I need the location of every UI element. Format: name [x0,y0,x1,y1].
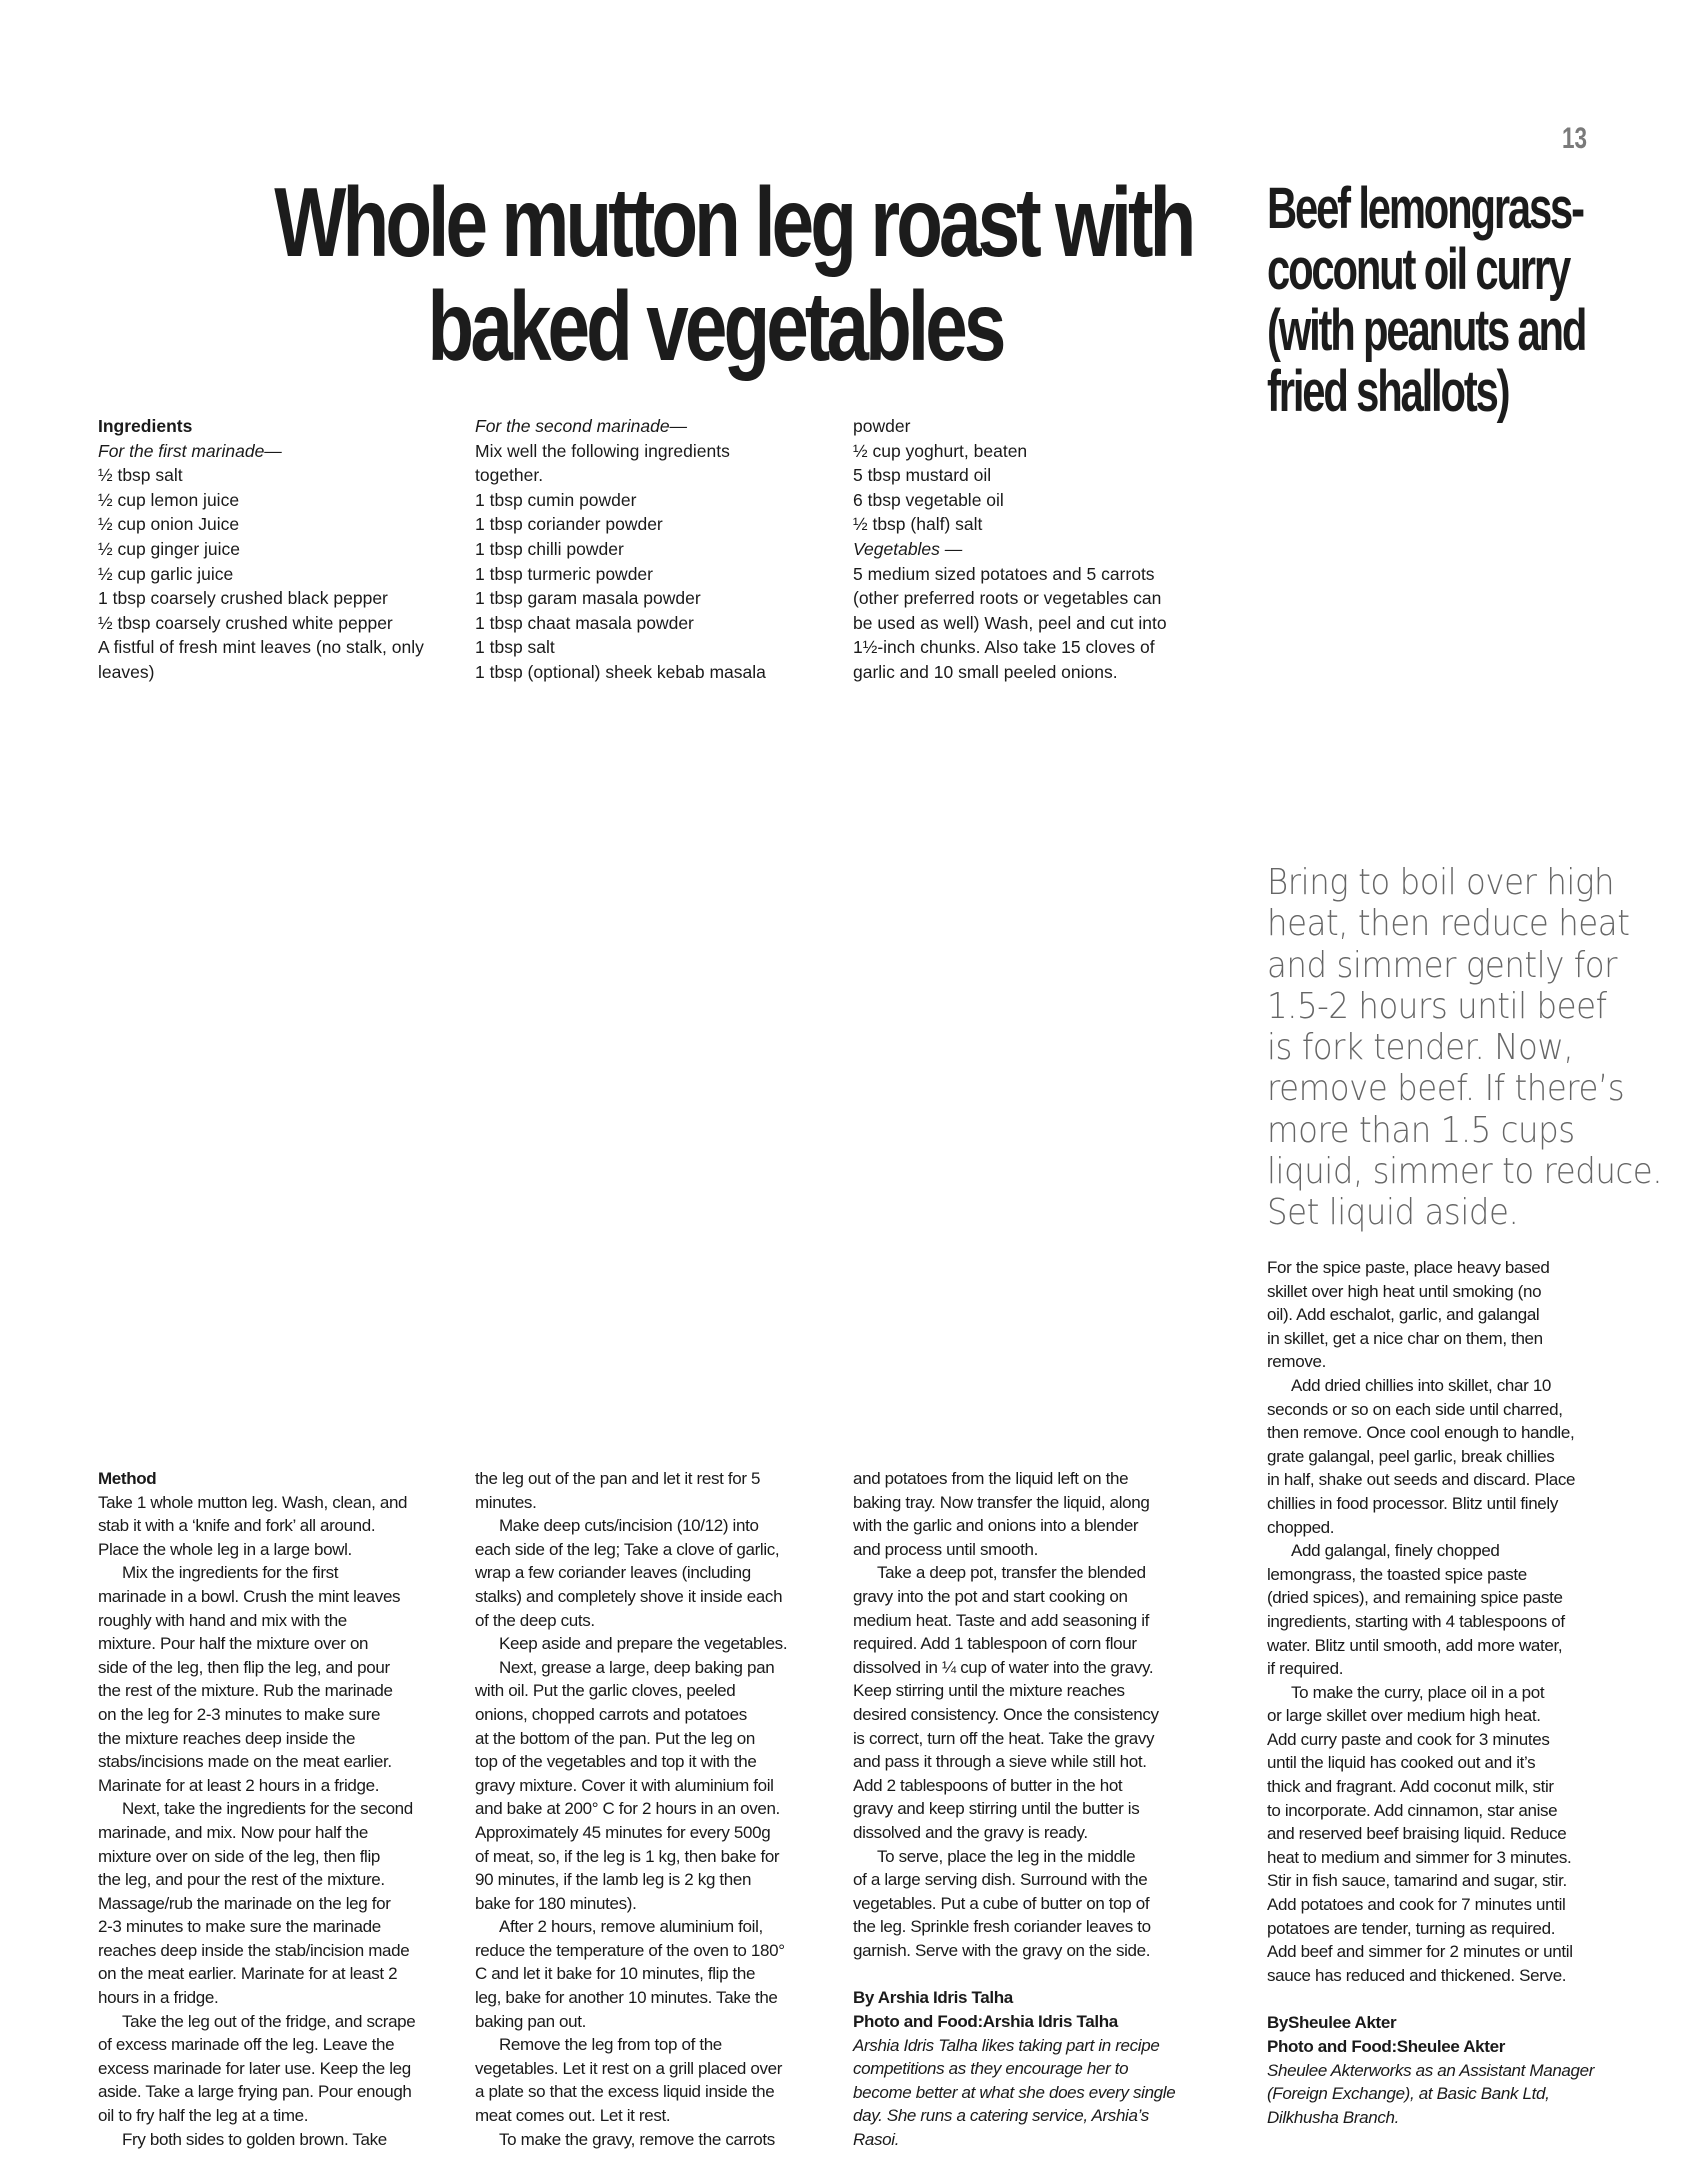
text-line: each side of the leg; Take a clove of garlic, [475,1539,780,1559]
text-line: a plate so that the excess liquid inside the [475,2082,775,2102]
text-line: dissolved in ¼ cup of water into the gravy. [853,1657,1154,1677]
text-line: For the first marinade— [98,440,282,461]
text-line: mixture over on side of the leg, then flip [98,1846,381,1866]
text-line: and process until smooth. [853,1539,1038,1559]
text-line: Rasoi. [853,2130,900,2150]
text-line: 5 tbsp mustard oil [853,465,992,486]
text-line: Set liquid aside. [1267,1192,1519,1234]
text-line: Remove the leg from top of the [499,2035,722,2055]
text-line: and simmer gently for [1267,944,1618,986]
text-line: Arshia Idris Talha likes taking part in recipe [853,2035,1160,2055]
text-line: heat to medium and simmer for 3 minutes. [1267,1847,1572,1867]
text-line: with oil. Put the garlic cloves, peeled [475,1681,736,1701]
text-line: water. Blitz until smooth, add more water, [1267,1635,1563,1655]
text-line: Next, grease a large, deep baking pan [499,1657,775,1677]
text-line: A fistful of fresh mint leaves (no stalk, only [98,637,424,658]
text-line: lemongrass, the toasted spice paste [1267,1564,1527,1584]
text-line: Photo and Food:Arshia Idris Talha [853,2012,1118,2032]
text-line: then remove. Once cool enough to handle, [1267,1423,1575,1443]
text-line: the leg out of the pan and let it rest for 5 [475,1469,761,1488]
text-line: To make the curry, place oil in a pot [1291,1682,1545,1702]
text-line: competitions as they encourage her to [853,2059,1129,2079]
text-line: thick and fragrant. Add coconut milk, stir [1267,1777,1554,1797]
text-line: oil to fry half the leg at a time. [98,2106,309,2126]
text-line: if required. [1267,1659,1344,1679]
text-line: ½ cup garlic juice [98,563,234,584]
text-line: until the liquid has cooked out and it’s [1267,1753,1536,1773]
text-line: 1 tbsp salt [475,637,555,658]
pull-quote [1267,862,1687,1234]
text-line: marinade, and mix. Now pour half the [98,1822,368,1842]
text-line: garnish. Serve with the gravy on the side. [853,1940,1151,1960]
text-line: remove. [1267,1352,1326,1372]
text-line: Add curry paste and cook for 3 minutes [1267,1729,1550,1749]
text-line: 1.5-2 hours until beef [1267,985,1607,1027]
text-line: C and let it bake for 10 minutes, flip the [475,1964,756,1984]
text-line: of a large serving dish. Surround with the [853,1870,1148,1890]
text-line: hours in a fridge. [98,1988,219,2008]
text-line: potatoes are tender, turning as required. [1267,1918,1556,1938]
text-line: marinade in a bowl. Crush the mint leaves [98,1586,401,1606]
text-line: and reserved beef braising liquid. Reduce [1267,1824,1567,1844]
beef-curry-method-column [1267,1256,1647,2129]
text-line: roughly with hand and mix with the [98,1610,347,1630]
text-line: chopped. [1267,1517,1335,1537]
text-line: oil). Add eschalot, garlic, and galangal [1267,1305,1540,1325]
text-line: desired consistency. Once the consistency [853,1704,1159,1724]
method-column-3 [853,1467,1198,2152]
method-column-2 [475,1467,820,2151]
side-title-line-3: (with peanuts and [1267,298,1586,363]
text-line: or large skillet over medium high heat. [1267,1706,1541,1726]
text-line: become better at what she does every single [853,2082,1176,2102]
text-line: the leg. Sprinkle fresh coriander leaves to [853,1917,1151,1937]
text-line: required. Add 1 tablespoon of corn flour [853,1634,1137,1654]
text-line: Keep stirring until the mixture reaches [853,1681,1125,1701]
text-line [1267,1987,1647,2011]
text-line: Add 2 tablespoons of butter in the hot [853,1775,1123,1795]
text-line: 6 tbsp vegetable oil [853,489,1004,510]
text-line: Mix well the following ingredients [475,440,730,461]
text-line: leaves) [98,661,155,682]
text-line: (dried spices), and remaining spice paste [1267,1588,1563,1608]
text-line: reaches deep inside the stab/incision made [98,1940,410,1960]
text-line: gravy into the pot and start cooking on [853,1586,1128,1606]
text-line: reduce the temperature of the oven to 180° [475,1940,785,1960]
text-line: with the garlic and onions into a blender [853,1516,1139,1536]
text-line: stalks) and completely shove it inside each [475,1586,783,1606]
text-line: ½ tbsp (half) salt [853,514,983,535]
text-line: day. She runs a catering service, Arshia’s [853,2106,1149,2126]
text-line: BySheulee Akter [1267,2013,1397,2033]
text-line: powder [853,416,911,436]
page-number: 13 [1562,122,1588,155]
method-column-1 [98,1467,443,2151]
text-line: and potatoes from the liquid left on the [853,1469,1129,1488]
text-line: Keep aside and prepare the vegetables. [499,1634,788,1654]
main-title-line-1: Whole mutton leg roast with [274,167,1193,277]
side-recipe-title [1267,178,1705,422]
text-line: the rest of the mixture. Rub the marinade [98,1681,393,1701]
side-title-line-1: Beef lemongrass- [1267,176,1583,241]
text-line: garlic and 10 small peeled onions. [853,661,1118,682]
text-line: Add dried chillies into skillet, char 10 [1291,1375,1552,1395]
text-line: leg, bake for another 10 minutes. Take the [475,1988,778,2008]
text-line: Marinate for at least 2 hours in a fridge. [98,1775,380,1795]
text-line: Vegetables — [853,538,963,559]
text-line: and pass it through a sieve while still hot. [853,1752,1147,1772]
text-line: 1 tbsp coriander powder [475,514,663,535]
text-line: of the deep cuts. [475,1610,595,1630]
text-line: baking pan out. [475,2011,587,2031]
text-line: of excess marinade off the leg. Leave the [98,2035,395,2055]
ingredients-column-2 [475,414,835,685]
text-line: Mix the ingredients for the first [122,1563,339,1583]
text-line: vegetables. Put a cube of butter on top of [853,1893,1150,1913]
text-line: in skillet, get a nice char on them, then [1267,1328,1543,1348]
text-line: aside. Take a large frying pan. Pour enough [98,2082,412,2102]
text-line: For the second marinade— [475,416,688,436]
text-line: the leg, and pour the rest of the mixture. [98,1870,385,1890]
side-title-line-2: coconut oil curry [1267,237,1570,302]
text-line: baking tray. Now transfer the liquid, along [853,1492,1150,1512]
text-line: liquid, simmer to reduce. [1267,1151,1663,1193]
text-line: be used as well) Wash, peel and cut into [853,612,1167,633]
text-line: ½ cup ginger juice [98,538,241,559]
main-recipe-title [150,167,1280,381]
text-line: To serve, place the leg in the middle [877,1846,1136,1866]
text-line: Sheulee Akterworks as an Assistant Manager [1267,2060,1595,2080]
text-line: bake for 180 minutes). [475,1893,637,1913]
text-line: To make the gravy, remove the carrots [499,2129,775,2149]
ingredients-column-1 [98,414,458,685]
text-line: sauce has reduced and thickened. Serve. [1267,1965,1567,1985]
text-line: more than 1.5 cups [1267,1109,1575,1151]
text-line: ½ tbsp coarsely crushed white pepper [98,612,393,633]
text-line: 1 tbsp (optional) sheek kebab masala [475,661,766,682]
text-line: 1 tbsp cumin powder [475,489,637,510]
text-line: 1 tbsp chilli powder [475,538,624,559]
text-line: in half, shake out seeds and discard. Place [1267,1470,1576,1490]
text-line: ingredients, starting with 4 tablespoons of [1267,1611,1565,1631]
text-line: on the leg for 2-3 minutes to make sure [98,1704,381,1724]
text-line: vegetables. Let it rest on a grill placed over [475,2058,783,2078]
text-line: to incorporate. Add cinnamon, star anise [1267,1800,1558,1820]
text-line: Add beef and simmer for 2 minutes or until [1267,1942,1573,1962]
text-line: stab it with a ‘knife and fork’ all around. [98,1516,376,1536]
text-line: 1 tbsp coarsely crushed black pepper [98,588,388,609]
text-line: Add galangal, finely chopped [1291,1541,1500,1561]
text-line: medium heat. Taste and add seasoning if [853,1610,1150,1630]
text-line: (Foreign Exchange), at Basic Bank Ltd, [1267,2084,1550,2104]
text-line: heat, then reduce heat [1267,903,1630,945]
text-line: Photo and Food:Sheulee Akter [1267,2037,1505,2056]
text-line: ½ cup lemon juice [98,489,240,510]
text-line: onions, chopped carrots and potatoes [475,1704,747,1724]
text-line: Method [98,1469,157,1488]
text-line: By Arshia Idris Talha [853,1988,1013,2008]
ingredients-heading: Ingredients [98,416,193,436]
text-line: Take 1 whole mutton leg. Wash, clean, and [98,1492,408,1512]
text-line: and bake at 200° C for 2 hours in an oven. [475,1799,780,1819]
text-line: 90 minutes, if the lamb leg is 2 kg then [475,1870,752,1890]
text-line [853,1962,1198,1986]
text-line: After 2 hours, remove aluminium foil, [499,1917,763,1937]
text-line: dissolved and the gravy is ready. [853,1822,1088,1842]
text-line: Fry both sides to golden brown. Take [122,2129,387,2149]
text-line: 1½-inch chunks. Also take 15 cloves of [853,637,1155,658]
text-line: is fork tender. Now, [1267,1027,1574,1069]
text-line: seconds or so on each side until charred, [1267,1399,1563,1419]
text-line: meat comes out. Let it rest. [475,2106,671,2126]
text-line: is correct, turn off the heat. Take the gravy [853,1728,1155,1748]
text-line: Place the whole leg in a large bowl. [98,1539,352,1559]
text-line: chillies in food processor. Blitz until finely [1267,1493,1558,1513]
text-line: 2-3 minutes to make sure the marinade [98,1917,381,1937]
text-line: of meat, so, if the leg is 1 kg, then bake for [475,1846,780,1866]
text-line: grate galangal, peel garlic, break chillies [1267,1446,1555,1466]
ingredients-column-3 [853,414,1213,685]
text-line: ½ cup onion Juice [98,514,240,535]
text-line: Add potatoes and cook for 7 minutes until [1267,1895,1566,1915]
text-line: ½ cup yoghurt, beaten [853,440,1028,461]
side-title-line-4: fried shallots) [1267,359,1509,424]
text-line: 1 tbsp turmeric powder [475,563,653,584]
text-line: Approximately 45 minutes for every 500g [475,1822,771,1842]
text-line: the mixture reaches deep inside the [98,1728,356,1748]
text-line: top of the vegetables and top it with the [475,1752,757,1772]
text-line: gravy and keep stirring until the butter is [853,1799,1140,1819]
text-line: together. [475,465,544,486]
text-line: Massage/rub the marinade on the leg for [98,1893,391,1913]
text-line: stabs/incisions made on the meat earlier. [98,1752,392,1772]
text-line: Bring to boil over high [1267,862,1615,903]
text-line: gravy mixture. Cover it with aluminium foil [475,1775,774,1795]
text-line: mixture. Pour half the mixture over on [98,1634,369,1654]
text-line: side of the leg, then flip the leg, and pour [98,1657,390,1677]
text-line: 5 medium sized potatoes and 5 carrots [853,563,1155,584]
text-line: Next, take the ingredients for the second [122,1799,413,1819]
text-line: Stir in fish sauce, tamarind and sugar, stir. [1267,1871,1567,1891]
text-line: at the bottom of the pan. Put the leg on [475,1728,755,1748]
text-line: Take a deep pot, transfer the blended [877,1563,1146,1583]
main-title-line-2: baked vegetables [427,271,1003,381]
text-line: excess marinade for later use. Keep the leg [98,2058,411,2078]
text-line: Make deep cuts/incision (10/12) into [499,1516,759,1536]
text-line: (other preferred roots or vegetables can [853,588,1162,609]
text-line: remove beef. If there’s [1267,1068,1625,1110]
text-line: Dilkhusha Branch. [1267,2107,1400,2127]
text-line: skillet over high heat until smoking (no [1267,1281,1542,1301]
text-line: minutes. [475,1492,537,1512]
text-line: Take the leg out of the fridge, and scrape [122,2011,416,2031]
text-line: on the meat earlier. Marinate for at least 2 [98,1964,398,1984]
text-line: 1 tbsp garam masala powder [475,588,701,609]
text-line: ½ tbsp salt [98,465,183,486]
text-line: wrap a few coriander leaves (including [475,1563,751,1583]
text-line: For the spice paste, place heavy based [1267,1258,1550,1277]
text-line: 1 tbsp chaat masala powder [475,612,694,633]
